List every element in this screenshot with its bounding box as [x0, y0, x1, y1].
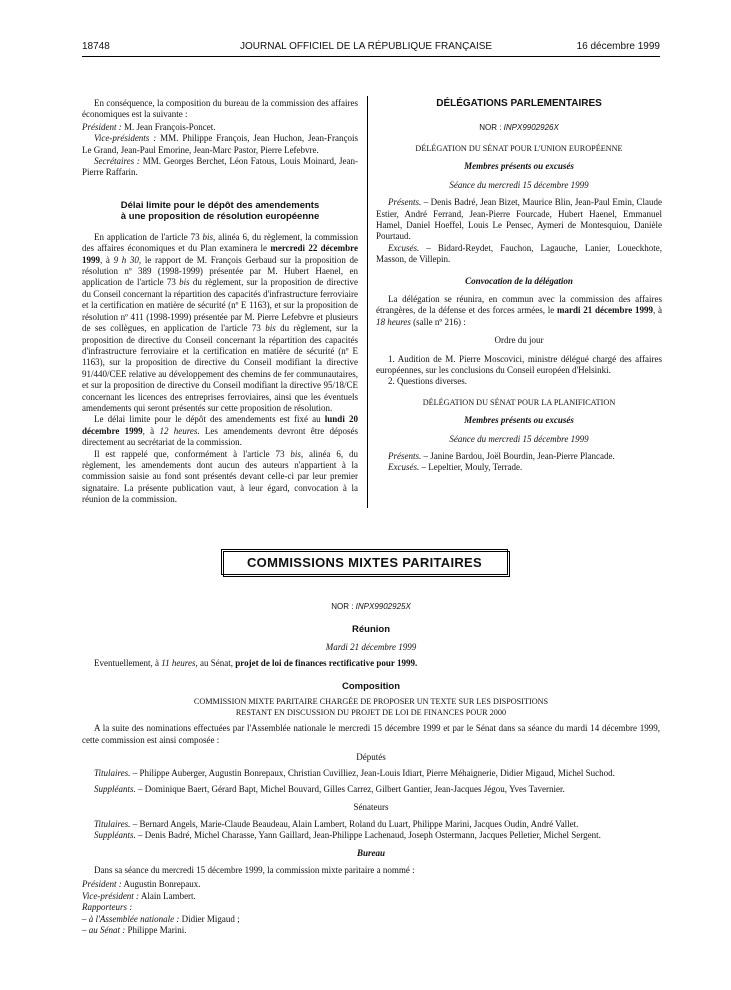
ordre-du-jour: Ordre du jour [494, 335, 544, 346]
text-run: bis [290, 448, 301, 459]
commission-title-line1: COMMISSION MIXTE PARITAIRE CHARGÉE DE PROPOSER UN TEXTE SUR LES DISPOSITIONS [193, 697, 549, 707]
rapporteur-senat-label: – au Sénat : [82, 924, 126, 935]
vp-label: Vice-présidents : [94, 133, 157, 144]
seance-1: Séance du mercredi 15 décembre 1999 [449, 179, 589, 190]
bureau-secretaires [82, 156, 358, 179]
nor-code: INPX9902925X [355, 602, 411, 611]
excuses-label: Excusés. [388, 242, 420, 253]
presents-names: – Janine Bardou, Joël Bourdin, Jean-Pierre Plancade. [423, 451, 615, 462]
left-column [82, 98, 358, 506]
commission-title [82, 697, 660, 718]
deadline-heading-line2: à une proposition de résolution européenne [120, 211, 320, 223]
reunion-event [82, 658, 660, 669]
titulaires-names: – Philippe Auberger, Augustin Bonrepaux, Christian Cuvilliez, Jean-Louis Idiart, Pierre Méhaignerie, Didier Migaud, Michel Suchod. [132, 768, 615, 779]
deadline-date: lundi 20 décembre 1999 [82, 414, 358, 436]
convocation-heading: Convocation de la délégation [465, 275, 573, 286]
rapporteur-senat [82, 925, 660, 936]
excuses-names: – Bidard-Reydet, Fauchon, Lagauche, Lanier, Loueckhote, Masson, de Villepin. [376, 242, 663, 265]
event-subject: projet de loi de finances rectificative pour 1999. [235, 658, 418, 669]
suppleants-label: Suppléants. [94, 830, 136, 841]
excuses-2 [376, 462, 662, 473]
text-run: La délégation se réunira, en commun avec la commission des affaires étrangères, de la défense et des forces armées, le [376, 293, 662, 316]
text-run: , à [100, 254, 110, 265]
reunion-heading: Réunion [352, 624, 390, 636]
bureau-intro: En conséquence, la composition du bureau de la commission des affaires économiques est la suivante : [82, 98, 358, 120]
titulaires-label: Titulaires. [94, 768, 131, 779]
reunion-date: Mardi 21 décembre 1999 [325, 641, 417, 652]
seance-2: Séance du mercredi 15 décembre 1999 [449, 433, 589, 444]
presents-label: Présents. [388, 451, 422, 462]
president-name: M. Jean François-Poncet. [124, 121, 216, 132]
nor-code: INPX9902926X [503, 122, 559, 132]
meeting-time: 9 h 30 [113, 254, 139, 265]
nor-reference-1 [376, 122, 662, 133]
delegation-ue-title: DÉLÉGATION DU SÉNAT POUR L'UNION EUROPÉENNE [415, 143, 623, 153]
rapporteur-an-name: Didier Migaud ; [181, 913, 240, 924]
members-heading-2: Membres présents ou excusés [464, 415, 574, 426]
column-divider [367, 96, 368, 508]
convocation-date: mardi 21 décembre 1999 [557, 305, 654, 316]
agenda-item-2: 2. Questions diverses. [388, 376, 467, 387]
text-run: . Les amendements devront être déposés directement au secrétariat de la commission. [82, 425, 359, 448]
deputes-heading: Députés [356, 752, 386, 763]
rapporteur-senat-name: Philippe Marini. [127, 924, 187, 935]
text-run: Le délai limite pour le dépôt des amendements est fixé au [94, 414, 321, 425]
text-run: bis [202, 231, 214, 242]
senateurs-suppleants [82, 830, 660, 841]
text-run: , le rapport de M. François Gerbaud sur la proposition de résolution nº 389 (1998-1999) présentée par M. Hubert Haenel, en application de l'article 73 [82, 254, 359, 288]
text-run: , alinéa 6, du règlement, la commission des affaires économiques et du Plan examinera le [82, 231, 359, 254]
text-run: , alinéa 6, du règlement, les amendements dont aucun des auteurs n'appartient à la commission saisie au fond sont présentés devant celle-ci par leur premier signataire. La présente publication vaut, à leur égard, convocation à la réunion de la commission. [82, 448, 358, 505]
members-heading-1: Membres présents ou excusés [464, 161, 574, 172]
suppleants-names: – Denis Badré, Michel Charasse, Yann Gaillard, Jean-Philippe Lachenaud, Joseph Ostermann, Jacques Pelletier, Michel Sergent. [138, 830, 601, 841]
president-label: Président : [82, 121, 122, 132]
presents-names: – Denis Badré, Jean Bizet, Maurice Blin, Jean-Paul Emin, Claude Estier, André Ferrand, Jean-Pierre Fourcade, Hubert Haenel, Emmanuel Hamel, Daniel Hoeffel, Louis Le Pensec, Aymeri de Montesquiou, Danièle Pourtaud. [376, 197, 662, 242]
president-name: Augustin Bonrepaux. [123, 879, 201, 890]
presents-2 [376, 451, 662, 462]
text-run: bis [179, 277, 190, 288]
text-run: , à [653, 305, 662, 316]
right-column [376, 98, 662, 474]
agenda-item-1: 1. Audition de M. Pierre Moscovici, ministre délégué chargé des affaires européennes, sur les conclusions du Conseil européen d'Helsinki. [376, 353, 662, 375]
nor-reference-2 [82, 601, 660, 612]
text-run: du règlement, sur la proposition de directive du Conseil concernant la répartition des capacités d'infrastructure ferroviaire et la certification en matière de sécurité (nº E 1163), sur la proposition de directive du Conseil modifiant la directive 91/440/CEE relative au développement des chemins de fer communautaires, et sur la proposition de directive du Conseil modifiant la directive 95/18/CE concernant les licences des entreprises ferroviaires, ainsi que les éventuels amendements qui seront présentés sur cette proposition de résolution. [82, 323, 359, 413]
text-run: du règlement, sur la proposition de directive du Conseil concernant la répartition des capacités d'infrastructure ferroviaire et la certification en matière de sécurité (nº E 1163), et sur la proposition de résolution nº 411 (1998-1999) présentée par M. Pierre Lefebvre et plusieurs de ses collègues, en application de l'article 73 [82, 277, 359, 334]
excuses-names: – Lepeltier, Mouly, Terrade. [421, 462, 523, 473]
nor-label: NOR : [331, 602, 354, 611]
issue-date: 16 décembre 1999 [576, 41, 660, 52]
text-run: , au Sénat, [195, 658, 233, 669]
cmp-president [82, 879, 660, 890]
text-run: En application de l'article 73 [94, 231, 200, 242]
presents-1 [376, 197, 662, 243]
text-run: (salle nº 216) : [413, 316, 466, 327]
cmp-rapporteurs [82, 902, 660, 913]
composition-heading: Composition [341, 680, 401, 692]
rapporteur-an-label: – à l'Assemblée nationale : [82, 913, 180, 924]
convocation-paragraph [376, 294, 662, 328]
commissions-mixtes-title: COMMISSIONS MIXTES PARITAIRES [246, 554, 482, 570]
deadline-paragraph-2 [82, 414, 358, 448]
bureau-intro-cmp: Dans sa séance du mercredi 15 décembre 1999, la commission mixte paritaire a nommé : [94, 864, 415, 875]
sec-names: MM. Georges Berchet, Léon Fatous, Louis Moinard, Jean-Pierre Raffarin. [82, 156, 359, 178]
rapporteurs-label: Rapporteurs : [82, 902, 133, 913]
rapporteur-an [82, 914, 660, 925]
cmp-vice-president [82, 891, 660, 902]
delegations-title: DÉLÉGATIONS PARLEMENTAIRES [436, 98, 602, 109]
commission-title-line2: RESTANT EN DISCUSSION DU PROJET DE LOI DE FINANCES POUR 2000 [235, 707, 507, 717]
nominations-paragraph: A la suite des nominations effectuées par l'Assemblée nationale le mercredi 15 décembre 1999 et par le Sénat dans sa séance du mardi 14 décembre 1999, cette commission est ainsi composée : [82, 723, 660, 745]
event-time: 11 heures [161, 658, 196, 669]
meeting-date: mercredi 22 décembre 1999 [82, 243, 358, 265]
titulaires-label: Titulaires. [94, 818, 131, 829]
cmp-section [82, 601, 660, 936]
vp-label: Vice-président : [82, 890, 140, 901]
bureau-president [82, 122, 358, 133]
convocation-time: 18 heures [376, 316, 411, 327]
presents-label: Présents. [388, 197, 422, 208]
bureau-vice-presidents [82, 133, 358, 156]
vp-names: MM. Philippe François, Jean Huchon, Jean-François Le Grand, Jean-Paul Emorine, Jean-Marc Pastor, Pierre Lefebvre. [82, 133, 358, 155]
text-run: Eventuellement, à [94, 658, 159, 669]
nor-label: NOR : [479, 122, 502, 132]
vp-name: Alain Lambert. [140, 890, 196, 901]
suppleants-names: – Dominique Baert, Gérard Bapt, Michel Bouvard, Gilles Carrez, Gilbert Gantier, Jean-Jacques Jégou, Yves Tavernier. [138, 783, 565, 794]
titulaires-names: – Bernard Angels, Marie-Claude Beaudeau, Alain Lambert, Roland du Luart, Philippe Marini, Jacques Oudin, André Vallet. [132, 818, 579, 829]
deputes-suppleants [82, 784, 660, 795]
deadline-paragraph-1 [82, 232, 358, 415]
president-label: Président : [82, 879, 122, 890]
page-header [82, 40, 660, 57]
delegation-planification-title: DÉLÉGATION DU SÉNAT POUR LA PLANIFICATION [422, 397, 616, 407]
excuses-label: Excusés. [388, 462, 420, 473]
commissions-mixtes-title-box [221, 549, 508, 575]
text-run: bis [265, 323, 276, 334]
text-run: , à [142, 425, 155, 436]
excuses-1 [376, 243, 662, 266]
senateurs-heading: Sénateurs [353, 802, 389, 813]
bureau-heading: Bureau [356, 848, 385, 859]
deadline-paragraph-3 [82, 449, 358, 506]
sec-label: Secrétaires : [94, 156, 140, 167]
deputes-titulaires [82, 768, 660, 779]
text-run: Il est rappelé que, conformément à l'article 73 [94, 448, 285, 459]
deadline-time: 12 heures [159, 425, 198, 436]
deadline-heading [82, 200, 358, 223]
page-number: 18748 [82, 41, 110, 52]
senateurs-titulaires [82, 819, 660, 830]
deadline-heading-line1: Délai limite pour le dépôt des amendements [120, 199, 320, 211]
journal-title: JOURNAL OFFICIEL DE LA RÉPUBLIQUE FRANÇAISE [240, 41, 493, 52]
suppleants-label: Suppléants. [94, 783, 136, 794]
